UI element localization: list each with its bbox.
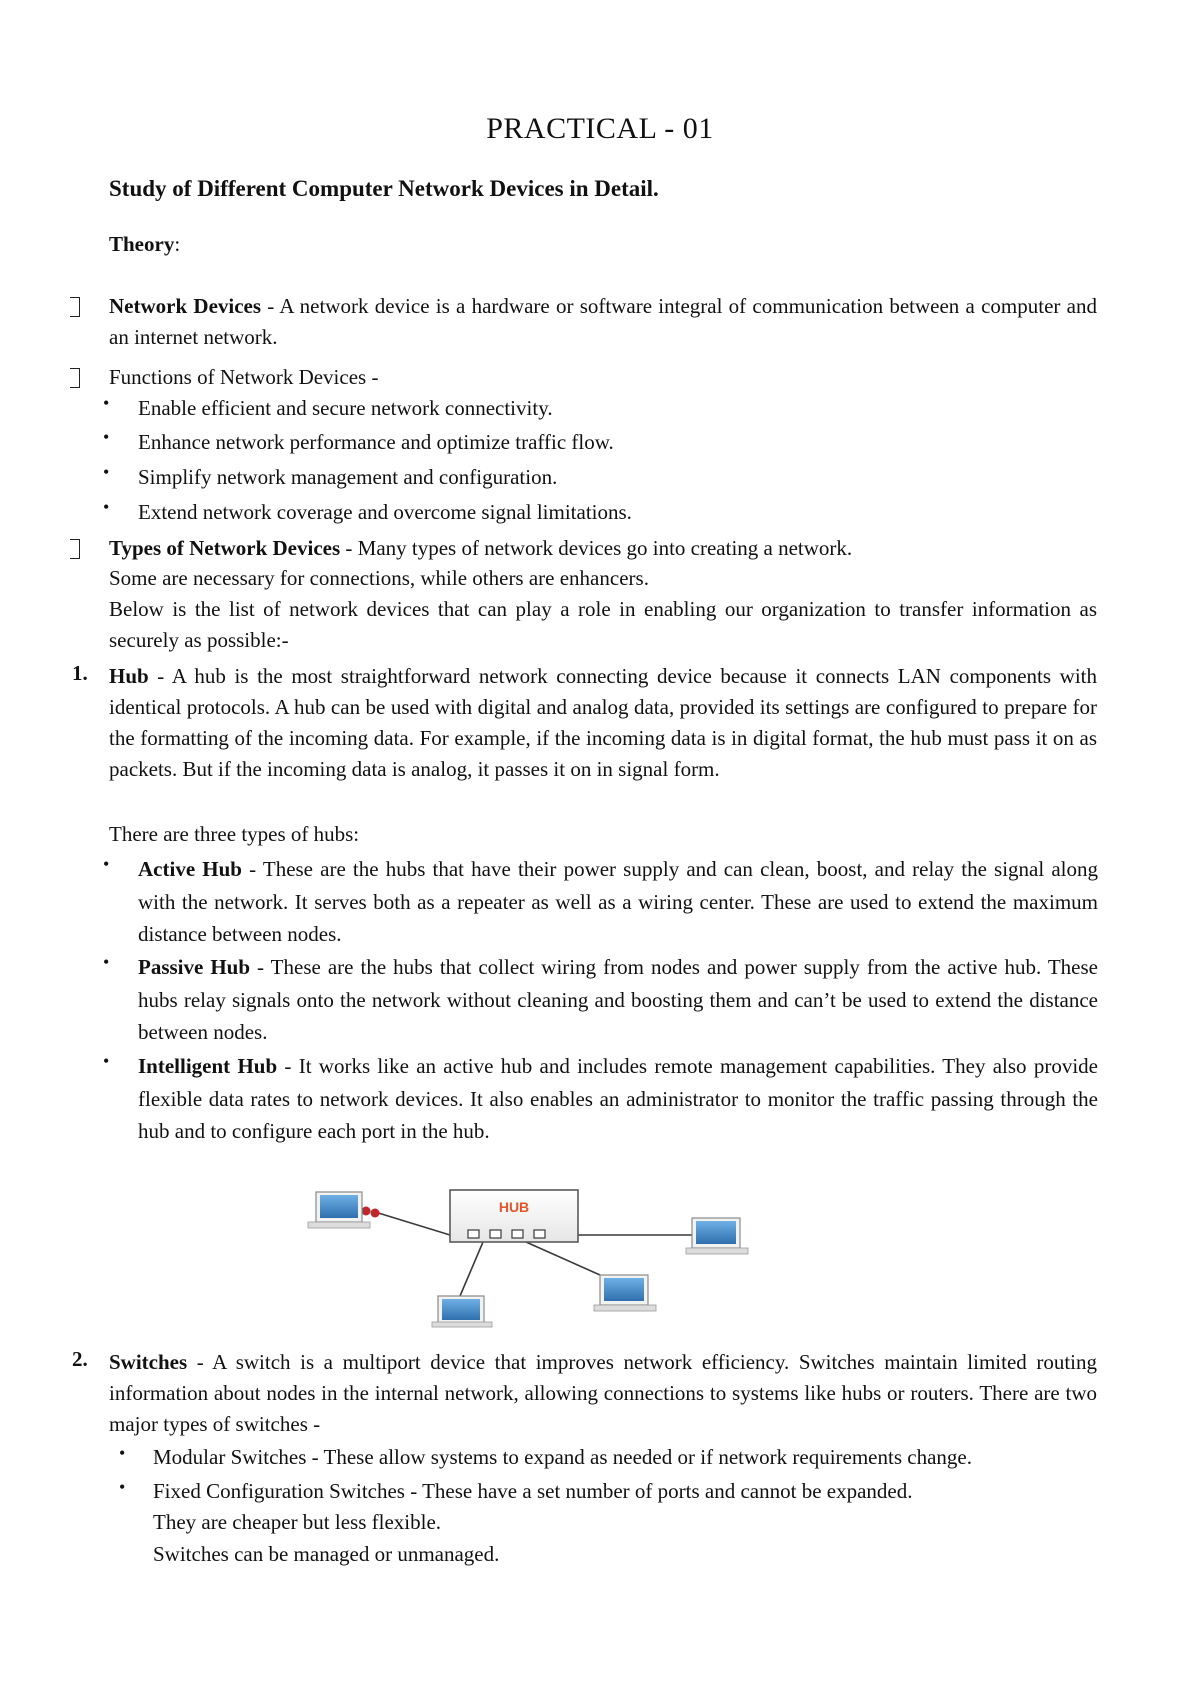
passive-hub-text: - These are the hubs that collect wiring from nodes and power supply from the active hub. These hubs relay signals onto the network without cleaning and boosting them and can’t be used to extend the distance between nodes. — [138, 955, 1098, 1044]
bullet-icon: • — [103, 1051, 110, 1071]
bullet-icon: • — [103, 462, 110, 482]
switches-text: - A switch is a multiport device that improves network efficiency. Switches maintain limited routing information about nodes in the internal network, allowing connections to systems like hubs or routers. There are two major types of switches - — [109, 1350, 1097, 1436]
network-devices-text: - A network device is a hardware or software integral of communication between a computer and an internet network. — [109, 294, 1097, 349]
computer-icon — [686, 1218, 748, 1254]
bullet-icon: • — [103, 497, 110, 517]
functions-heading: Functions of Network Devices - — [109, 365, 379, 389]
passive-hub-term: Passive Hub — [138, 955, 251, 979]
bullet-icon: • — [103, 427, 110, 447]
types-line-2: Some are necessary for connections, while others are enhancers. — [109, 566, 649, 590]
hub-types-intro: There are three types of hubs: — [109, 822, 360, 846]
theory-heading — [109, 232, 180, 257]
computer-icon — [308, 1192, 370, 1228]
active-hub-text: - These are the hubs that have their power supply and can clean, boost, and relay the signal along with the network. It serves both as a repeater as well as a wiring center. These are used to extend the maximum distance between nodes. — [138, 857, 1098, 946]
theory-label: Theory — [109, 232, 175, 256]
types-term: Types of Network Devices — [109, 536, 341, 560]
list-number: 2. — [72, 1347, 88, 1371]
bullet-icon: • — [103, 393, 110, 413]
network-devices-paragraph — [109, 291, 1097, 353]
bullet-icon: • — [103, 854, 110, 874]
page-title: PRACTICAL - 01 — [486, 112, 714, 145]
intelligent-hub-term: Intelligent Hub — [138, 1054, 278, 1078]
switches-extra-line: They are cheaper but less flexible. — [153, 1510, 442, 1534]
hub-paragraph — [109, 661, 1097, 785]
switches-term: Switches — [109, 1350, 188, 1374]
network-devices-term: Network Devices — [109, 294, 262, 318]
hub-device-icon — [450, 1190, 578, 1242]
connector-icon — [362, 1207, 380, 1218]
hub-label: HUB — [498, 1199, 530, 1215]
computer-icon — [594, 1275, 656, 1311]
function-item: Extend network coverage and overcome signal limitations. — [138, 500, 632, 524]
bullet-icon: • — [119, 1443, 126, 1463]
hub-term: Hub — [109, 664, 149, 688]
hub-network-diagram — [300, 1178, 780, 1328]
types-text: - Many types of network devices go into creating a network. — [340, 536, 853, 560]
intelligent-hub-text: - It works like an active hub and includes remote management capabilities. They also provide flexible data rates to network devices. It also enables an administrator to monitor the traffic passing through the hub and to configure each port in the hub. — [138, 1054, 1098, 1143]
types-paragraph — [109, 533, 1097, 564]
bullet-icon: • — [119, 1477, 126, 1497]
switch-type-item: Fixed Configuration Switches - These have a set number of ports and cannot be expanded. — [153, 1479, 913, 1503]
function-item: Enhance network performance and optimize traffic flow. — [138, 430, 614, 454]
switch-type-item: Modular Switches - These allow systems to expand as needed or if network requirements change. — [153, 1445, 972, 1469]
bullet-icon: • — [103, 952, 110, 972]
theory-colon: : — [174, 232, 181, 256]
hub-subtype-active — [138, 853, 1098, 951]
switches-extra-line: Switches can be managed or unmanaged. — [153, 1542, 500, 1566]
square-bullet-icon — [70, 368, 80, 388]
switches-paragraph — [109, 1347, 1097, 1440]
square-bullet-icon — [70, 539, 80, 559]
active-hub-term: Active Hub — [138, 857, 242, 881]
square-bullet-icon — [70, 297, 80, 317]
page-subtitle: Study of Different Computer Network Devices in Detail. — [109, 176, 659, 201]
function-item: Enable efficient and secure network connectivity. — [138, 396, 553, 420]
hub-text: - A hub is the most straightforward network connecting device because it connects LAN components with identical protocols. A hub can be used with digital and analog data, provided its settings are configured to prepare for the formatting of the incoming data. For example, if the incoming data is in digital format, the hub must pass it on as packets. But if the incoming data is analog, it passes it on in signal form. — [109, 664, 1097, 781]
types-line-3: Below is the list of network devices that can play a role in enabling our organization to transfer information as securely as possible:- — [109, 597, 1097, 652]
computer-icon — [432, 1296, 492, 1327]
function-item: Simplify network management and configuration. — [138, 465, 558, 489]
list-number: 1. — [72, 661, 88, 685]
hub-subtype-passive — [138, 951, 1098, 1049]
hub-subtype-intelligent — [138, 1050, 1098, 1148]
